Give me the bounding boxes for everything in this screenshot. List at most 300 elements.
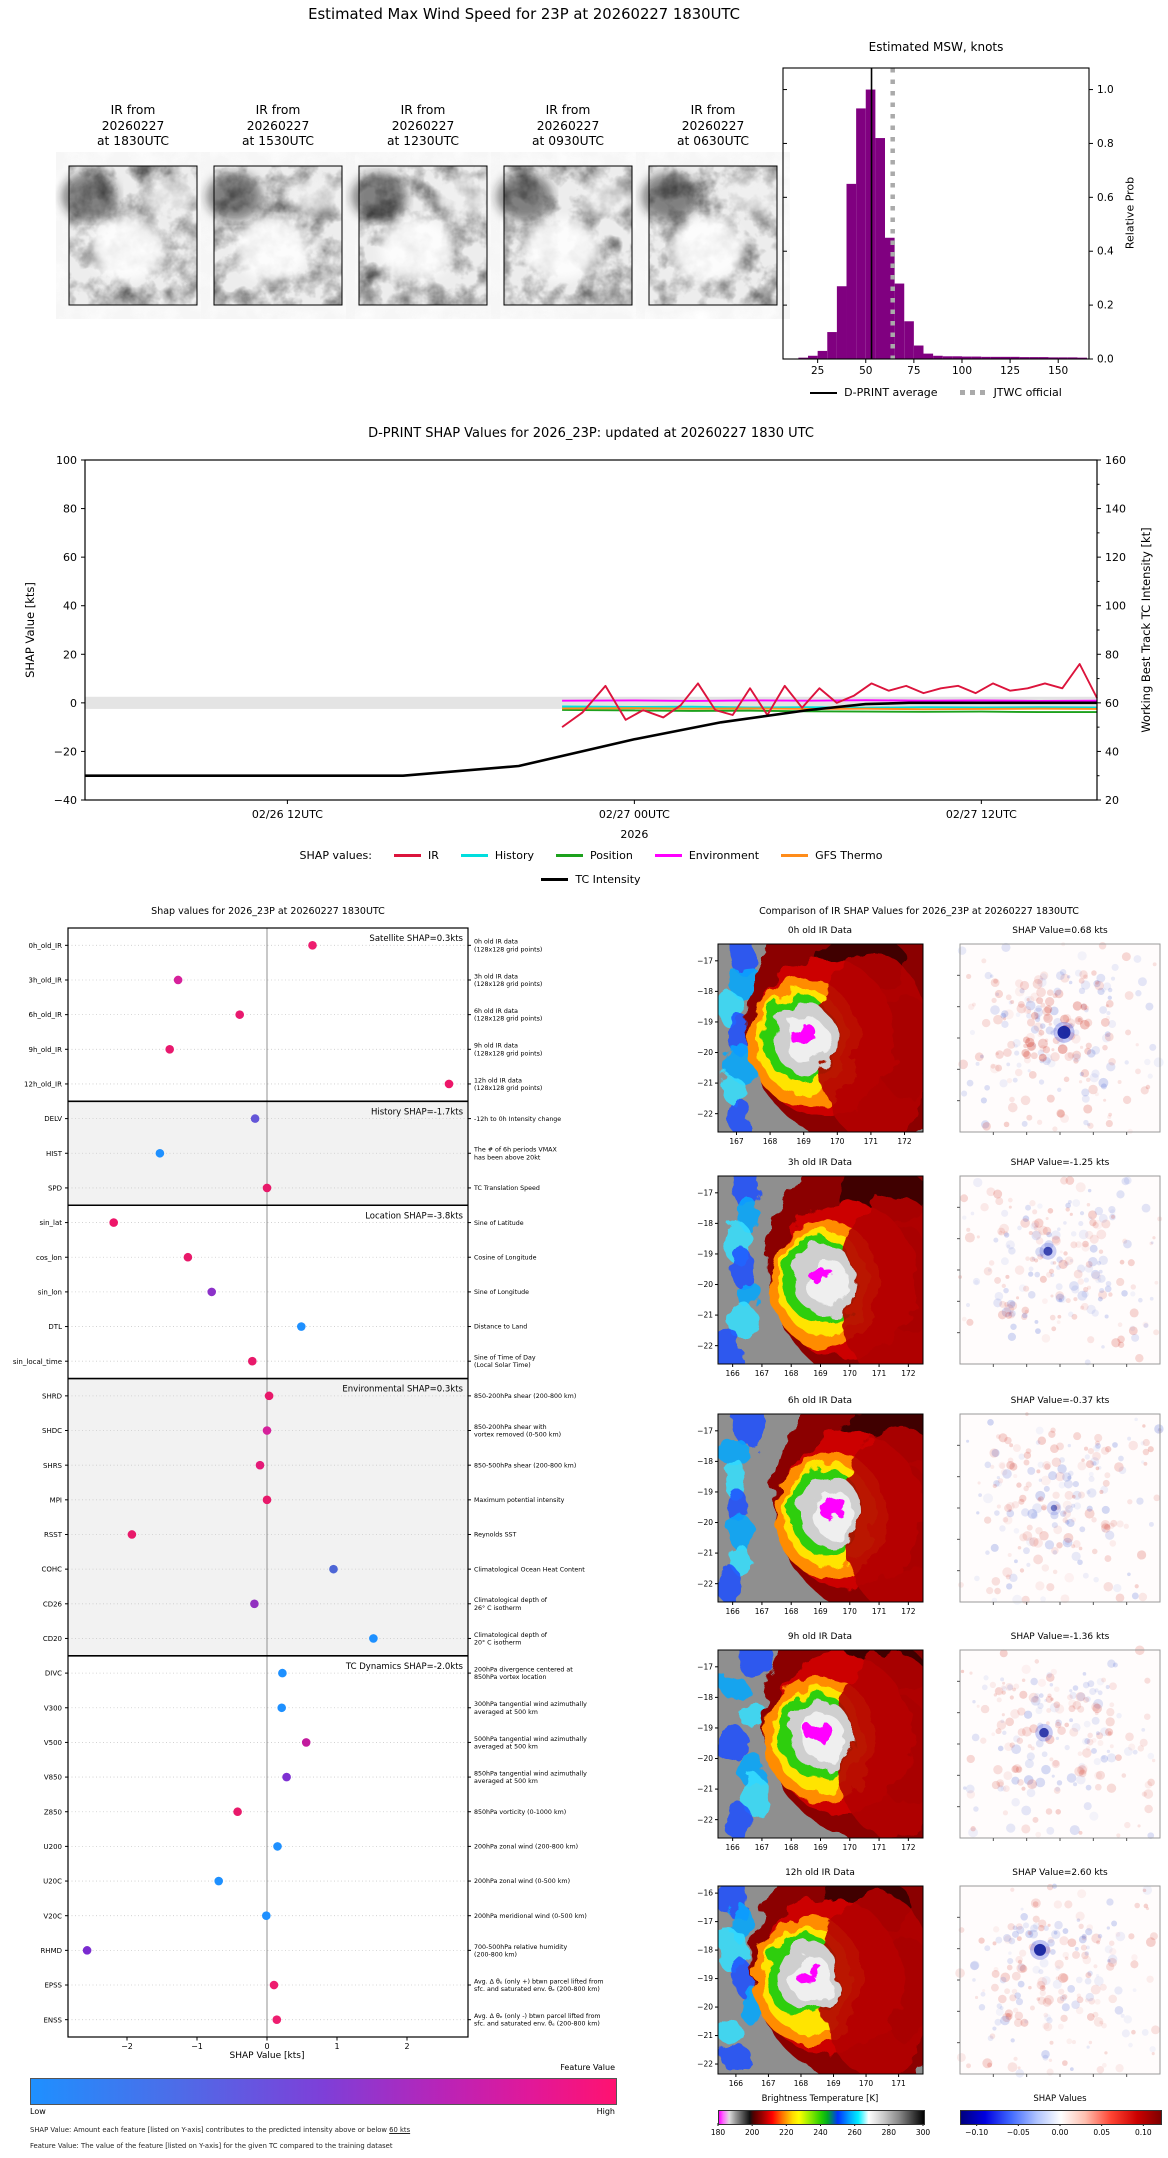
- svg-circle: [1012, 1595, 1022, 1605]
- svg-circle: [1009, 1097, 1015, 1103]
- svg-circle: [966, 2063, 971, 2068]
- svg-circle: [1073, 1685, 1079, 1691]
- tick-label: −1: [191, 2042, 203, 2051]
- svg-circle: [961, 1090, 967, 1096]
- svg-circle: [992, 1577, 1001, 1586]
- svg-circle: [997, 1504, 1001, 1508]
- svg-circle: [1040, 1596, 1046, 1602]
- svg-circle: [1050, 1294, 1053, 1297]
- svg-circle: [1056, 1283, 1063, 1290]
- svg-circle: [1012, 1501, 1019, 1508]
- svg-circle: [1068, 1444, 1071, 1447]
- svg-circle: [1030, 1257, 1035, 1262]
- svg-circle: [1011, 1744, 1021, 1754]
- legend-label: Position: [589, 849, 633, 862]
- svg-circle: [1116, 1190, 1124, 1198]
- shap-dot-sin_lat: [109, 1218, 118, 1227]
- svg-circle: [1044, 1463, 1050, 1469]
- svg-circle: [1109, 1940, 1114, 1945]
- tick-label: 166: [725, 1607, 740, 1616]
- svg-circle: [1101, 1345, 1105, 1349]
- svg-circle: [1114, 1986, 1122, 1994]
- ir-thumbnail-image: [351, 166, 487, 305]
- svg-circle: [1076, 1912, 1085, 1921]
- shap-dot-MPI: [263, 1496, 272, 1505]
- svg-circle: [1072, 1051, 1081, 1060]
- svg-circle: [985, 1462, 992, 1469]
- svg-circle: [1128, 2043, 1133, 2048]
- shap-blob: [1034, 1944, 1046, 1956]
- feature-label: U200: [43, 1842, 62, 1851]
- svg-circle: [1054, 1686, 1060, 1692]
- svg-circle: [1044, 1005, 1052, 1013]
- tick-label: −18: [697, 986, 713, 996]
- svg-circle: [1013, 1039, 1021, 1047]
- svg-ellipse: [61, 173, 117, 221]
- feature-desc: vortex removed (0-500 km): [474, 1431, 562, 1439]
- svg-circle: [990, 1465, 994, 1469]
- svg-circle: [1144, 1789, 1154, 1799]
- svg-circle: [1075, 1947, 1079, 1951]
- feature-label: CD26: [42, 1600, 62, 1609]
- svg-circle: [1152, 1236, 1155, 1239]
- svg-circle: [1015, 1069, 1023, 1077]
- svg-circle: [1081, 1004, 1088, 1011]
- svg-circle: [1021, 1908, 1024, 1911]
- svg-circle: [1150, 1932, 1158, 1940]
- svg-circle: [1019, 1950, 1026, 1957]
- svg-circle: [1063, 1928, 1069, 1934]
- feature-desc: 850-500hPa shear (200-800 km): [474, 1462, 577, 1470]
- shap-row-title-2: SHAP Value=-0.37 kts: [1010, 1396, 1110, 1406]
- tick-label: −16: [697, 1888, 713, 1898]
- svg-circle: [995, 1937, 1002, 1944]
- svg-circle: [1111, 977, 1115, 981]
- svg-circle: [1144, 1678, 1150, 1684]
- tick-label: 0.10: [1134, 2128, 1152, 2137]
- svg-circle: [995, 2019, 1002, 2026]
- svg-ellipse: [739, 1701, 766, 1729]
- svg-circle: [1009, 1574, 1017, 1582]
- svg-circle: [1011, 1798, 1020, 1807]
- feature-desc: 850-200hPa shear with: [474, 1423, 547, 1431]
- legend-item: [541, 873, 640, 886]
- tick-label: −17: [697, 1662, 713, 1672]
- svg-circle: [1033, 1901, 1039, 1907]
- svg-circle: [980, 1738, 986, 1744]
- feature-desc: sfc. and saturated env. θₑ (200-800 km): [474, 1986, 600, 1994]
- timeseries-legend-row2: [141, 873, 1041, 886]
- svg-circle: [1100, 1486, 1108, 1494]
- svg-circle: [1127, 1499, 1132, 1504]
- ir-thumb-caption-1: [194, 103, 362, 150]
- svg-circle: [1044, 1486, 1050, 1492]
- feature-label: 3h_old_IR: [28, 976, 62, 985]
- svg-circle: [1037, 1997, 1041, 2001]
- tick-label: 170: [858, 2079, 874, 2088]
- svg-circle: [1091, 1046, 1100, 1055]
- feature-label: RSST: [43, 1531, 62, 1540]
- feature-label: DIVC: [44, 1669, 62, 1678]
- svg-circle: [1089, 2041, 1092, 2044]
- svg-circle: [1009, 1994, 1016, 2001]
- svg-ellipse: [91, 218, 163, 280]
- svg-circle: [1116, 1278, 1124, 1286]
- feature-desc: 200hPa zonal wind (200-800 km): [474, 1843, 579, 1851]
- svg-circle: [1077, 1461, 1086, 1470]
- svg-circle: [1011, 2038, 1015, 2042]
- svg-circle: [1136, 1497, 1143, 1504]
- svg-circle: [1026, 998, 1029, 1001]
- featurevalue-colorbar-title: Feature Value: [560, 2063, 615, 2072]
- svg-circle: [991, 998, 996, 1003]
- svg-circle: [1008, 2062, 1018, 2072]
- svg-circle: [989, 1448, 998, 1457]
- caption-line: IR from: [110, 103, 156, 117]
- svg-circle: [1022, 1121, 1028, 1127]
- shap-dot-V850: [282, 1773, 291, 1782]
- shap-dot-U20C: [214, 1877, 223, 1886]
- svg-circle: [1087, 1123, 1090, 1126]
- svg-circle: [1083, 974, 1088, 979]
- svg-circle: [1107, 1783, 1116, 1792]
- svg-circle: [982, 1019, 990, 1027]
- svg-circle: [1101, 1083, 1107, 1089]
- svg-circle: [1082, 1956, 1091, 1965]
- svg-circle: [1153, 1495, 1160, 1502]
- svg-circle: [1045, 1540, 1054, 1549]
- shap-blob: [1051, 1505, 1057, 1511]
- tick-label: 169: [813, 1607, 828, 1616]
- svg-circle: [1030, 1678, 1037, 1685]
- feature-desc: 12h old IR data: [474, 1077, 523, 1085]
- svg-circle: [1138, 1298, 1143, 1303]
- section-header: Satellite SHAP=0.3kts: [369, 934, 463, 944]
- svg-circle: [1127, 1129, 1132, 1134]
- dotplot-title: Shap values for 2026_23P at 20260227 1830UTC: [151, 906, 385, 917]
- svg-ellipse: [641, 173, 697, 221]
- svg-circle: [1054, 1931, 1058, 1935]
- tick-label: −0.05: [1006, 2128, 1030, 2137]
- svg-circle: [1047, 1884, 1053, 1890]
- svg-circle: [1064, 1480, 1073, 1489]
- svg-circle: [1046, 1272, 1052, 1278]
- svg-circle: [1046, 2017, 1052, 2023]
- svg-circle: [1087, 1506, 1093, 1512]
- svg-circle: [1079, 1768, 1085, 1774]
- histogram-plot: [783, 68, 1114, 377]
- svg-circle: [1150, 1297, 1154, 1301]
- feature-label: 12h_old_IR: [24, 1080, 62, 1089]
- svg-circle: [1032, 1817, 1038, 1823]
- tick-label: 0: [70, 696, 77, 710]
- section-header: Location SHAP=-3.8kts: [365, 1211, 463, 1222]
- comparison-title: Comparison of IR SHAP Values for 2026_23P at 20260227 1830UTC: [759, 906, 1079, 917]
- svg-circle: [1106, 1898, 1113, 1905]
- svg-circle: [1083, 1672, 1087, 1676]
- svg-circle: [1068, 1200, 1072, 1204]
- svg-circle: [1139, 1593, 1148, 1602]
- ir-row-title-4: 12h old IR Data: [785, 1868, 855, 1878]
- svg-circle: [982, 1989, 985, 1992]
- shap-dot-DELV: [251, 1114, 260, 1123]
- svg-circle: [1079, 988, 1085, 994]
- svg-circle: [1039, 1030, 1045, 1036]
- tick-label: −19: [697, 1974, 713, 1984]
- svg-circle: [993, 1238, 998, 1243]
- svg-circle: [1089, 1472, 1094, 1477]
- svg-circle: [1051, 1669, 1057, 1675]
- svg-circle: [1023, 1547, 1030, 1554]
- svg-circle: [1108, 1292, 1112, 1296]
- svg-circle: [1096, 1731, 1100, 1735]
- ir-thumbnail-image: [641, 166, 777, 305]
- ir-thumbnail-image: [61, 166, 197, 305]
- svg-circle: [973, 1806, 978, 1811]
- svg-circle: [1118, 1080, 1122, 1084]
- svg-circle: [958, 1582, 964, 1588]
- tick-label: 20: [1105, 794, 1119, 807]
- svg-circle: [972, 1734, 980, 1742]
- svg-circle: [1047, 989, 1054, 996]
- tick-label: −22: [697, 1341, 713, 1351]
- legend-label: GFS Thermo: [815, 849, 883, 862]
- svg-circle: [1016, 1926, 1024, 1934]
- svg-circle: [985, 972, 992, 979]
- svg-circle: [982, 1122, 991, 1131]
- svg-ellipse: [526, 218, 598, 280]
- svg-circle: [1005, 1275, 1009, 1279]
- svg-circle: [1108, 1731, 1112, 1735]
- svg-circle: [1128, 1743, 1135, 1750]
- svg-circle: [1008, 1103, 1018, 1113]
- tick-label: 180: [710, 2128, 726, 2137]
- series-tc-intensity: [85, 703, 1097, 776]
- shap-dot-DTL: [297, 1322, 306, 1331]
- svg-circle: [1085, 1696, 1091, 1702]
- feature-desc: 850hPa tangential wind azimuthally: [474, 1770, 587, 1778]
- svg-circle: [1087, 2045, 1090, 2048]
- svg-circle: [1095, 981, 1104, 990]
- ir-row-title-1: 3h old IR Data: [787, 1158, 853, 1168]
- svg-circle: [1037, 1981, 1046, 1990]
- svg-circle: [999, 1079, 1007, 1087]
- svg-circle: [1064, 1077, 1070, 1083]
- svg-circle: [997, 2003, 1002, 2008]
- svg-circle: [1017, 1707, 1025, 1715]
- legend-item: [655, 849, 759, 862]
- svg-circle: [1083, 1573, 1089, 1579]
- svg-circle: [1106, 1708, 1114, 1716]
- feature-label: CD20: [42, 1635, 62, 1644]
- svg-circle: [1154, 1424, 1163, 1433]
- histogram-frame: [783, 68, 1089, 359]
- svg-circle: [1131, 1954, 1137, 1960]
- svg-circle: [974, 1576, 980, 1582]
- tick-label: 167: [754, 1607, 770, 1616]
- svg-circle: [1105, 1945, 1113, 1953]
- feature-desc: 3h old IR data: [474, 973, 519, 981]
- svg-circle: [1047, 2069, 1054, 2076]
- svg-circle: [983, 1675, 988, 1680]
- svg-circle: [1046, 1708, 1051, 1713]
- svg-circle: [1004, 1935, 1012, 1943]
- svg-circle: [990, 1064, 999, 1073]
- svg-circle: [1060, 2015, 1067, 2022]
- svg-circle: [972, 1978, 976, 1982]
- svg-circle: [1114, 1462, 1124, 1472]
- svg-circle: [1092, 1549, 1098, 1555]
- svg-circle: [970, 1030, 975, 1035]
- svg-circle: [1060, 1177, 1068, 1185]
- shap-dot-SHDC: [263, 1426, 272, 1435]
- svg-circle: [1075, 1241, 1082, 1248]
- caption-line: 20260227: [391, 118, 455, 133]
- svg-circle: [1110, 1209, 1116, 1215]
- tick-label: 40: [63, 599, 77, 613]
- tick-label: 100: [56, 454, 77, 467]
- svg-circle: [1011, 1777, 1019, 1785]
- svg-circle: [1094, 1976, 1104, 1986]
- svg-circle: [999, 1301, 1006, 1308]
- x-year-label: 2026: [620, 828, 649, 841]
- svg-circle: [1088, 1448, 1094, 1454]
- svg-circle: [966, 1228, 970, 1232]
- svg-circle: [1004, 1988, 1010, 1994]
- svg-circle: [1103, 1099, 1106, 1102]
- svg-circle: [1024, 2020, 1028, 2024]
- svg-circle: [1101, 1219, 1110, 1228]
- svg-circle: [1040, 1959, 1049, 1968]
- svg-circle: [1131, 1334, 1139, 1342]
- series-ir: [562, 664, 1097, 727]
- svg-circle: [1142, 1424, 1145, 1427]
- shap-dot-V500: [302, 1738, 311, 1747]
- svg-circle: [1018, 1960, 1022, 1964]
- feature-label: SHRS: [42, 1461, 62, 1470]
- histogram-ylabel: Relative Prob: [1123, 176, 1137, 250]
- svg-circle: [1070, 2067, 1074, 2071]
- svg-circle: [1041, 1765, 1051, 1775]
- svg-circle: [1115, 2006, 1124, 2015]
- svg-circle: [1087, 1336, 1094, 1343]
- tick-label: −20: [53, 745, 77, 759]
- svg-circle: [1047, 1095, 1055, 1103]
- section-shade: [68, 1379, 468, 1656]
- svg-circle: [1102, 1045, 1108, 1051]
- svg-circle: [1052, 1775, 1055, 1778]
- svg-circle: [1034, 1320, 1038, 1324]
- svg-circle: [977, 1705, 980, 1708]
- svg-circle: [1026, 1448, 1032, 1454]
- svg-circle: [1071, 1544, 1075, 1548]
- svg-circle: [1102, 1506, 1110, 1514]
- svg-circle: [1082, 1934, 1087, 1939]
- svg-circle: [1133, 1750, 1138, 1755]
- svg-circle: [1103, 1480, 1110, 1487]
- svg-circle: [1111, 1338, 1120, 1347]
- caption-line: at 1230UTC: [387, 134, 459, 149]
- tick-label: −2: [121, 2042, 133, 2051]
- svg-circle: [1013, 1684, 1019, 1690]
- svg-circle: [1085, 1978, 1092, 1985]
- tick-label: 02/26 12UTC: [251, 808, 323, 821]
- series-environment: [562, 700, 1097, 701]
- shap-footnote: [30, 2126, 410, 2134]
- svg-circle: [1078, 1221, 1083, 1226]
- tick-label: 160: [1105, 454, 1126, 467]
- shap-dot-RHMD: [83, 1946, 92, 1955]
- svg-circle: [1007, 1958, 1013, 1964]
- svg-circle: [1108, 1058, 1116, 1066]
- svg-circle: [983, 1493, 993, 1503]
- svg-circle: [1026, 1013, 1032, 1019]
- svg-circle: [1130, 1960, 1138, 1968]
- feature-desc: TC Translation Speed: [474, 1185, 540, 1193]
- histogram-bar: [827, 332, 837, 359]
- svg-ellipse: [206, 173, 262, 221]
- svg-circle: [1014, 1559, 1018, 1563]
- svg-circle: [1049, 1023, 1052, 1026]
- svg-circle: [1044, 2023, 1053, 2032]
- svg-circle: [1133, 1988, 1137, 1992]
- svg-circle: [1094, 1758, 1101, 1765]
- svg-circle: [1051, 1048, 1054, 1051]
- svg-circle: [969, 1672, 972, 1675]
- svg-circle: [1088, 1189, 1091, 1192]
- svg-circle: [1020, 1218, 1030, 1228]
- svg-circle: [1149, 1522, 1154, 1527]
- svg-circle: [1006, 1823, 1015, 1832]
- svg-circle: [1075, 1016, 1084, 1025]
- tick-label: 168: [793, 2079, 809, 2088]
- svg-circle: [1039, 1079, 1044, 1084]
- svg-circle: [1087, 1733, 1093, 1739]
- caption-line: 20260227: [246, 118, 310, 133]
- svg-circle: [1069, 1718, 1073, 1722]
- svg-circle: [1035, 1832, 1041, 1838]
- svg-circle: [1043, 1014, 1052, 1023]
- svg-circle: [1065, 1491, 1074, 1500]
- svg-circle: [1042, 1298, 1048, 1304]
- shap-dot-CD26: [250, 1599, 259, 1608]
- svg-circle: [1028, 1069, 1031, 1072]
- svg-circle: [1104, 1555, 1111, 1562]
- svg-circle: [1060, 969, 1066, 975]
- svg-circle: [1091, 970, 1096, 975]
- svg-circle: [1127, 1437, 1131, 1441]
- caption-line: IR from: [400, 103, 446, 117]
- shap-dot-9h_old_IR: [165, 1045, 174, 1054]
- svg-circle: [991, 1984, 999, 1992]
- svg-circle: [1151, 2025, 1160, 2034]
- svg-circle: [1006, 1583, 1012, 1589]
- svg-circle: [1038, 1462, 1044, 1468]
- svg-circle: [1001, 1210, 1008, 1217]
- svg-circle: [1116, 1833, 1120, 1837]
- svg-circle: [1017, 1003, 1027, 1013]
- legend-label: IR: [427, 849, 439, 862]
- svg-circle: [1050, 1949, 1056, 1955]
- histogram-title: Estimated MSW, knots: [868, 40, 1004, 54]
- svg-circle: [1017, 1063, 1022, 1068]
- legend-label: Environment: [688, 849, 760, 862]
- svg-circle: [1072, 1199, 1080, 1207]
- svg-circle: [1148, 1753, 1155, 1760]
- svg-circle: [1137, 1550, 1146, 1559]
- svg-circle: [1019, 1691, 1027, 1699]
- svg-circle: [1103, 1582, 1113, 1592]
